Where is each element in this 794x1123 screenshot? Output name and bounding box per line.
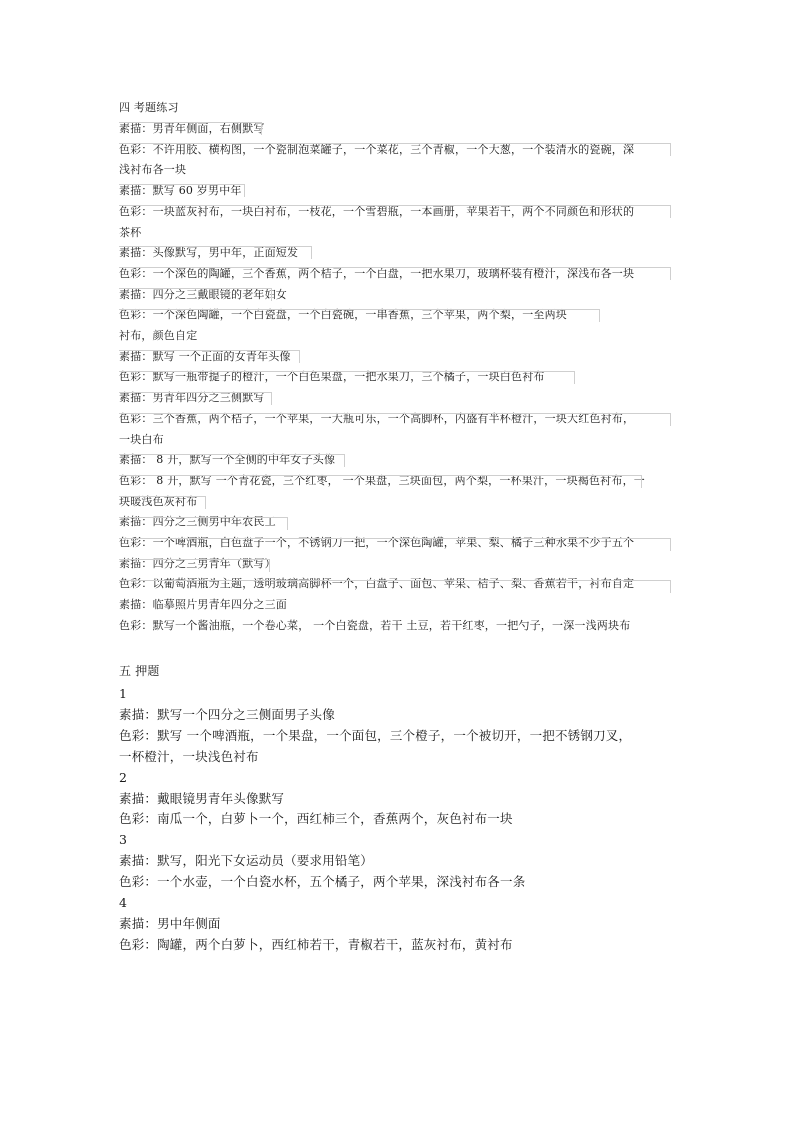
exam-practice-line: 一块白布: [119, 432, 164, 446]
exam-practice-line: 浅衬布各一块: [119, 163, 187, 177]
exam-practice-line: 素描：默写 一个正面的女青年头像: [119, 349, 291, 363]
exam-practice-line: 色彩：一个啤酒瓶，白色盘子一个，不锈钢刀一把，一个深色陶罐，苹果、梨、橘子三种水果不少于五个: [119, 536, 635, 549]
prediction-line: 色彩：默写 一个啤酒瓶，一个果盘，一个面包，三个橙子，一个被切开，一把不锈钢刀叉，: [119, 727, 632, 743]
prediction-line: 色彩：陶罐，两个白萝卜，西红柿若干，青椒若干，蓝灰衬布，黄衬布: [119, 936, 513, 952]
exam-practice-line: 色彩：一块蓝灰衬布，一块白衬布，一枝花，一个雪碧瓶，一本画册，苹果若干，两个不同颜色和形状的: [119, 204, 635, 218]
exam-practice-line: 色彩：以葡萄酒瓶为主题，透明玻璃高脚杯一个，白盘子、面包、苹果、桔子、梨、香蕉若干，衬布自定: [119, 577, 635, 591]
exam-practice-line: 色彩：一个深色陶罐，一个白瓷盘，一个白瓷碗，一串香蕉，三个苹果，两个梨，一至两块: [119, 308, 567, 322]
exam-practice-line: 色彩：不许用胶、横构图，一个瓷制泡菜罐子，一个菜花，三个青椒，一个大葱，一个装清水的瓷碗，深: [119, 142, 635, 156]
exam-practice-line: 块暖浅色灰衬布: [119, 494, 198, 508]
prediction-line: 素描：默写一个四分之三侧面男子头像: [119, 706, 335, 722]
exam-practice-line: 素描：四分之三男青年（默写）: [119, 556, 276, 570]
prediction-number: 3: [119, 832, 128, 848]
prediction-line: 色彩：南瓜一个，白萝卜一个，西红柿三个，香蕉两个，灰色衬布一块: [119, 811, 513, 827]
exam-practice-line: 素描：头像默写，男中年，正面短发: [119, 246, 299, 260]
exam-practice-line: 色彩：三个香蕉，两个桔子，一个苹果，一大瓶可乐，一个高脚杯，内盛有半杯橙汁，一块大红色衬布，: [119, 411, 635, 425]
prediction-line: 素描：男中年侧面: [119, 915, 221, 931]
prediction-line: 素描：戴眼镜男青年头像默写: [119, 790, 285, 806]
prediction-number: 4: [119, 895, 128, 910]
exam-practice-line: 素描：四分之三侧男中年农民工: [119, 515, 276, 529]
prediction-line: 素描：默写，阳光下女运动员（要求用铅笔）: [119, 853, 374, 869]
section-heading-exam-practice: 四 考题练习: [119, 101, 179, 114]
section-heading-predictions: 五 押题: [119, 664, 160, 678]
exam-practice-line: 素描：男青年侧面，右侧默写: [119, 122, 265, 135]
prediction-line: 一杯橙汁，一块浅色衬布: [119, 748, 259, 764]
exam-practice-line: 衬布，颜色自定: [119, 329, 198, 342]
exam-practice-line: 素描：默写 60 岁男中年: [119, 184, 242, 198]
exam-practice-line: 素描：男青年四分之三侧默写: [119, 391, 265, 405]
prediction-line: 色彩：一个水壶，一个白瓷水杯，五个橘子，两个苹果，深浅衬布各一条: [119, 874, 526, 890]
prediction-number: 2: [119, 769, 128, 785]
exam-practice-line: 色彩：一个深色的陶罐，三个香蕉，两个桔子，一个白盘，一把水果刀，玻璃杯装有橙汁，深浅布各一块: [119, 266, 635, 280]
exam-practice-line: 茶杯: [119, 225, 142, 239]
exam-practice-line: 色彩：默写一瓶带提子的橙汁，一个白色果盘，一把水果刀，三个橘子，一块白色衬布: [119, 370, 545, 384]
exam-practice-line: 色彩：默写一个酱油瓶，一个卷心菜， 一个白瓷盘，若干 土豆，若干红枣，一把勺子，一深一浅两块布: [119, 618, 631, 632]
exam-practice-line: 素描：四分之三戴眼镜的老年妇女: [119, 287, 287, 301]
exam-practice-line: 素描： 8 开，默写一个全侧的中年女子头像: [119, 453, 336, 467]
exam-practice-line: 素描：临摹照片男青年四分之三面: [119, 598, 287, 612]
prediction-number: 1: [119, 686, 128, 701]
exam-practice-line: 色彩： 8 开，默写 一个青花瓷，三个红枣， 一个果盘，三块面包，两个梨，一杯果汁，一块褐色衬布，一: [119, 473, 645, 487]
